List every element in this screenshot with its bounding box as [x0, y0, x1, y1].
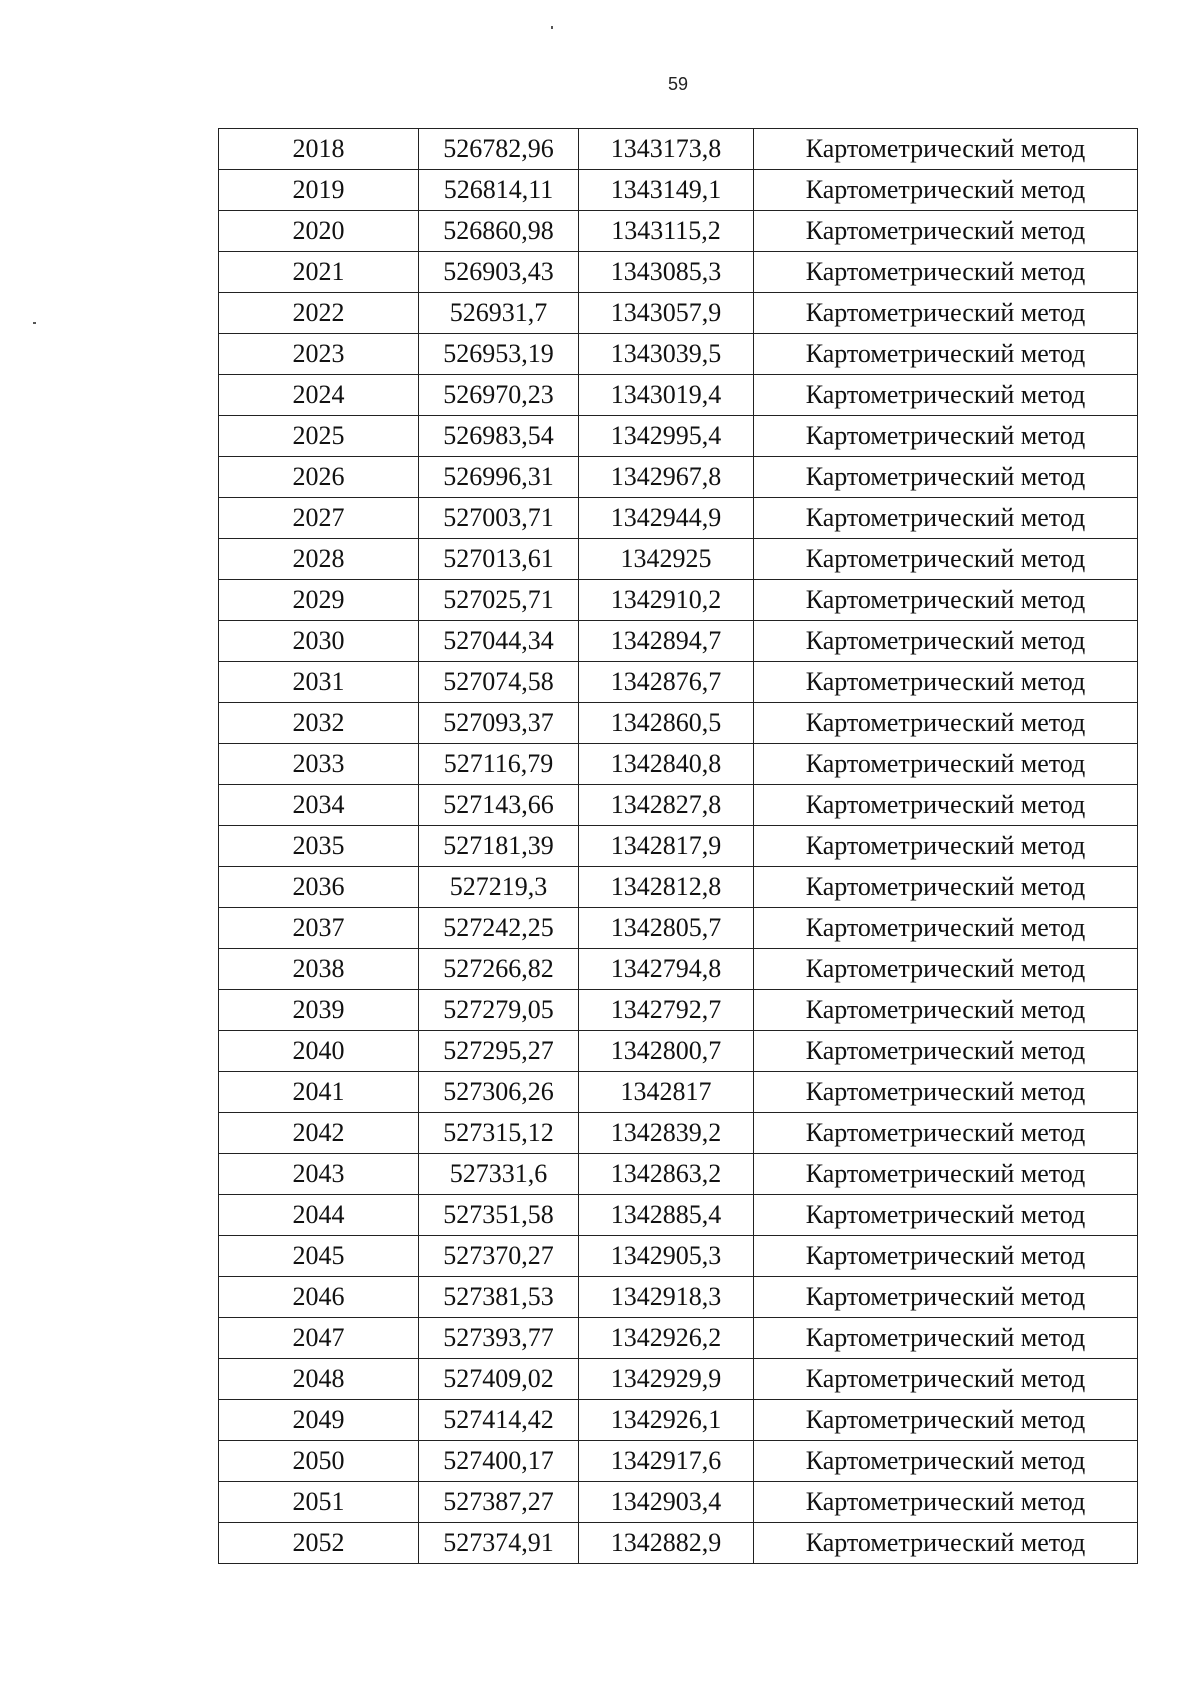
y-coordinate-cell: 1343057,9 — [579, 293, 754, 334]
y-coordinate-cell: 1342805,7 — [579, 908, 754, 949]
method-cell: Картометрический метод — [754, 375, 1138, 416]
method-cell: Картометрический метод — [754, 1277, 1138, 1318]
table-row — [219, 949, 1138, 990]
table-row — [219, 1113, 1138, 1154]
x-coordinate-cell: 527074,58 — [419, 662, 579, 703]
y-coordinate-cell: 1343115,2 — [579, 211, 754, 252]
y-coordinate-cell: 1342800,7 — [579, 1031, 754, 1072]
y-coordinate-cell: 1343173,8 — [579, 129, 754, 170]
point-number-cell: 2025 — [219, 416, 419, 457]
method-cell: Картометрический метод — [754, 1482, 1138, 1523]
method-cell: Картометрический метод — [754, 826, 1138, 867]
point-number-cell: 2046 — [219, 1277, 419, 1318]
x-coordinate-cell: 526814,11 — [419, 170, 579, 211]
point-number-cell: 2018 — [219, 129, 419, 170]
point-number-cell: 2033 — [219, 744, 419, 785]
y-coordinate-cell: 1342860,5 — [579, 703, 754, 744]
point-number-cell: 2026 — [219, 457, 419, 498]
x-coordinate-cell: 526860,98 — [419, 211, 579, 252]
table-row — [219, 744, 1138, 785]
point-number-cell: 2041 — [219, 1072, 419, 1113]
y-coordinate-cell: 1342894,7 — [579, 621, 754, 662]
x-coordinate-cell: 527295,27 — [419, 1031, 579, 1072]
y-coordinate-cell: 1342817,9 — [579, 826, 754, 867]
y-coordinate-cell: 1342967,8 — [579, 457, 754, 498]
method-cell: Картометрический метод — [754, 908, 1138, 949]
point-number-cell: 2049 — [219, 1400, 419, 1441]
method-cell: Картометрический метод — [754, 1195, 1138, 1236]
y-coordinate-cell: 1342817 — [579, 1072, 754, 1113]
point-number-cell: 2034 — [219, 785, 419, 826]
table-row — [219, 1277, 1138, 1318]
table-row — [219, 1318, 1138, 1359]
method-cell: Картометрический метод — [754, 785, 1138, 826]
x-coordinate-cell: 527351,58 — [419, 1195, 579, 1236]
table-row — [219, 1072, 1138, 1113]
point-number-cell: 2032 — [219, 703, 419, 744]
y-coordinate-cell: 1342995,4 — [579, 416, 754, 457]
y-coordinate-cell: 1342926,2 — [579, 1318, 754, 1359]
x-coordinate-cell: 527306,26 — [419, 1072, 579, 1113]
method-cell: Картометрический метод — [754, 744, 1138, 785]
point-number-cell: 2038 — [219, 949, 419, 990]
y-coordinate-cell: 1342917,6 — [579, 1441, 754, 1482]
x-coordinate-cell: 526996,31 — [419, 457, 579, 498]
method-cell: Картометрический метод — [754, 662, 1138, 703]
table-row — [219, 170, 1138, 211]
method-cell: Картометрический метод — [754, 539, 1138, 580]
y-coordinate-cell: 1342944,9 — [579, 498, 754, 539]
point-number-cell: 2020 — [219, 211, 419, 252]
point-number-cell: 2039 — [219, 990, 419, 1031]
method-cell: Картометрический метод — [754, 1318, 1138, 1359]
x-coordinate-cell: 527315,12 — [419, 1113, 579, 1154]
y-coordinate-cell: 1342827,8 — [579, 785, 754, 826]
x-coordinate-cell: 527181,39 — [419, 826, 579, 867]
x-coordinate-cell: 527219,3 — [419, 867, 579, 908]
method-cell: Картометрический метод — [754, 949, 1138, 990]
method-cell: Картометрический метод — [754, 1523, 1138, 1564]
point-number-cell: 2022 — [219, 293, 419, 334]
method-cell: Картометрический метод — [754, 1236, 1138, 1277]
point-number-cell: 2024 — [219, 375, 419, 416]
x-coordinate-cell: 527266,82 — [419, 949, 579, 990]
table-row — [219, 211, 1138, 252]
method-cell: Картометрический метод — [754, 498, 1138, 539]
method-cell: Картометрический метод — [754, 867, 1138, 908]
y-coordinate-cell: 1342918,3 — [579, 1277, 754, 1318]
table-row — [219, 1195, 1138, 1236]
point-number-cell: 2037 — [219, 908, 419, 949]
point-number-cell: 2036 — [219, 867, 419, 908]
table-row — [219, 416, 1138, 457]
point-number-cell: 2023 — [219, 334, 419, 375]
y-coordinate-cell: 1342882,9 — [579, 1523, 754, 1564]
table-row — [219, 580, 1138, 621]
x-coordinate-cell: 527393,77 — [419, 1318, 579, 1359]
point-number-cell: 2042 — [219, 1113, 419, 1154]
y-coordinate-cell: 1343039,5 — [579, 334, 754, 375]
table-row — [219, 1400, 1138, 1441]
point-number-cell: 2043 — [219, 1154, 419, 1195]
table-row — [219, 293, 1138, 334]
point-number-cell: 2040 — [219, 1031, 419, 1072]
point-number-cell: 2030 — [219, 621, 419, 662]
x-coordinate-cell: 527093,37 — [419, 703, 579, 744]
table-row — [219, 1482, 1138, 1523]
y-coordinate-cell: 1342863,2 — [579, 1154, 754, 1195]
x-coordinate-cell: 526983,54 — [419, 416, 579, 457]
x-coordinate-cell: 527116,79 — [419, 744, 579, 785]
method-cell: Картометрический метод — [754, 457, 1138, 498]
x-coordinate-cell: 527331,6 — [419, 1154, 579, 1195]
x-coordinate-cell: 527374,91 — [419, 1523, 579, 1564]
table-row — [219, 252, 1138, 293]
method-cell: Картометрический метод — [754, 1154, 1138, 1195]
point-number-cell: 2047 — [219, 1318, 419, 1359]
method-cell: Картометрический метод — [754, 1441, 1138, 1482]
point-number-cell: 2035 — [219, 826, 419, 867]
y-coordinate-cell: 1343019,4 — [579, 375, 754, 416]
method-cell: Картометрический метод — [754, 170, 1138, 211]
x-coordinate-cell: 527387,27 — [419, 1482, 579, 1523]
y-coordinate-cell: 1342903,4 — [579, 1482, 754, 1523]
y-coordinate-cell: 1342840,8 — [579, 744, 754, 785]
point-number-cell: 2044 — [219, 1195, 419, 1236]
method-cell: Картометрический метод — [754, 621, 1138, 662]
y-coordinate-cell: 1342926,1 — [579, 1400, 754, 1441]
x-coordinate-cell: 526953,19 — [419, 334, 579, 375]
x-coordinate-cell: 527143,66 — [419, 785, 579, 826]
x-coordinate-cell: 526970,23 — [419, 375, 579, 416]
table-row — [219, 498, 1138, 539]
method-cell: Картометрический метод — [754, 252, 1138, 293]
method-cell: Картометрический метод — [754, 1031, 1138, 1072]
table-row — [219, 785, 1138, 826]
method-cell: Картометрический метод — [754, 129, 1138, 170]
table-row — [219, 662, 1138, 703]
x-coordinate-cell: 527025,71 — [419, 580, 579, 621]
x-coordinate-cell: 527044,34 — [419, 621, 579, 662]
point-number-cell: 2052 — [219, 1523, 419, 1564]
y-coordinate-cell: 1342794,8 — [579, 949, 754, 990]
point-number-cell: 2029 — [219, 580, 419, 621]
table-row — [219, 334, 1138, 375]
table-row — [219, 375, 1138, 416]
y-coordinate-cell: 1342792,7 — [579, 990, 754, 1031]
table-row — [219, 1359, 1138, 1400]
method-cell: Картометрический метод — [754, 1400, 1138, 1441]
x-coordinate-cell: 526782,96 — [419, 129, 579, 170]
method-cell: Картометрический метод — [754, 703, 1138, 744]
coordinates-table — [218, 128, 1138, 1564]
y-coordinate-cell: 1343149,1 — [579, 170, 754, 211]
table-row — [219, 539, 1138, 580]
method-cell: Картометрический метод — [754, 293, 1138, 334]
page-number: 59 — [667, 74, 689, 94]
y-coordinate-cell: 1342885,4 — [579, 1195, 754, 1236]
scan-mark-top — [551, 26, 553, 29]
x-coordinate-cell: 527242,25 — [419, 908, 579, 949]
table-row — [219, 1236, 1138, 1277]
point-number-cell: 2045 — [219, 1236, 419, 1277]
table-row — [219, 1523, 1138, 1564]
x-coordinate-cell: 527400,17 — [419, 1441, 579, 1482]
table-row — [219, 1154, 1138, 1195]
y-coordinate-cell: 1342910,2 — [579, 580, 754, 621]
method-cell: Картометрический метод — [754, 1113, 1138, 1154]
method-cell: Картометрический метод — [754, 1072, 1138, 1113]
point-number-cell: 2021 — [219, 252, 419, 293]
x-coordinate-cell: 526903,43 — [419, 252, 579, 293]
x-coordinate-cell: 527013,61 — [419, 539, 579, 580]
y-coordinate-cell: 1342925 — [579, 539, 754, 580]
x-coordinate-cell: 527003,71 — [419, 498, 579, 539]
point-number-cell: 2027 — [219, 498, 419, 539]
method-cell: Картометрический метод — [754, 990, 1138, 1031]
table-row — [219, 867, 1138, 908]
point-number-cell: 2051 — [219, 1482, 419, 1523]
table-row — [219, 826, 1138, 867]
table-row — [219, 457, 1138, 498]
y-coordinate-cell: 1343085,3 — [579, 252, 754, 293]
y-coordinate-cell: 1342905,3 — [579, 1236, 754, 1277]
method-cell: Картометрический метод — [754, 416, 1138, 457]
method-cell: Картометрический метод — [754, 580, 1138, 621]
y-coordinate-cell: 1342929,9 — [579, 1359, 754, 1400]
table-row — [219, 1031, 1138, 1072]
method-cell: Картометрический метод — [754, 211, 1138, 252]
x-coordinate-cell: 527370,27 — [419, 1236, 579, 1277]
x-coordinate-cell: 527381,53 — [419, 1277, 579, 1318]
point-number-cell: 2031 — [219, 662, 419, 703]
table-row — [219, 990, 1138, 1031]
table-row — [219, 621, 1138, 662]
point-number-cell: 2019 — [219, 170, 419, 211]
point-number-cell: 2028 — [219, 539, 419, 580]
y-coordinate-cell: 1342839,2 — [579, 1113, 754, 1154]
coordinates-table-body — [219, 129, 1138, 1564]
y-coordinate-cell: 1342876,7 — [579, 662, 754, 703]
table-row — [219, 1441, 1138, 1482]
method-cell: Картометрический метод — [754, 334, 1138, 375]
x-coordinate-cell: 527414,42 — [419, 1400, 579, 1441]
x-coordinate-cell: 527279,05 — [419, 990, 579, 1031]
point-number-cell: 2048 — [219, 1359, 419, 1400]
x-coordinate-cell: 526931,7 — [419, 293, 579, 334]
table-row — [219, 703, 1138, 744]
y-coordinate-cell: 1342812,8 — [579, 867, 754, 908]
point-number-cell: 2050 — [219, 1441, 419, 1482]
table-row — [219, 129, 1138, 170]
method-cell: Картометрический метод — [754, 1359, 1138, 1400]
table-row — [219, 908, 1138, 949]
x-coordinate-cell: 527409,02 — [419, 1359, 579, 1400]
scan-mark-left — [33, 322, 36, 324]
